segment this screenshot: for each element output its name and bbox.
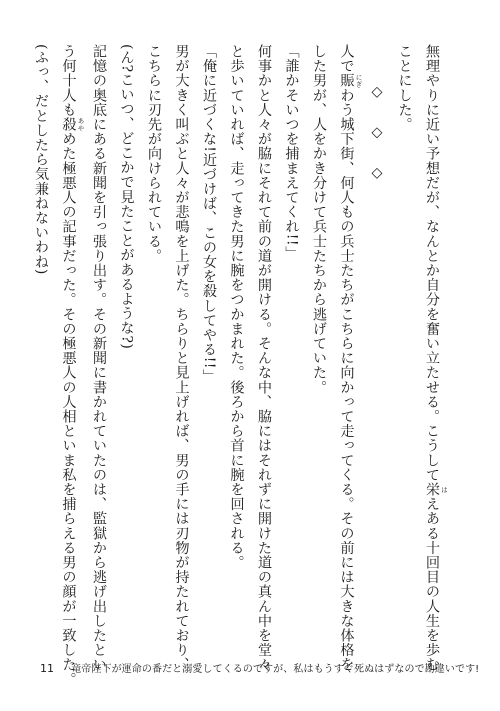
text-line: 男が大きく叫ぶと人々が悲鳴を上げた。ちらりと見上げれば、男の手には刃物が持たれており、 bbox=[173, 44, 190, 672]
scene-break-ornament: ◇ ◇ ◇ bbox=[369, 84, 385, 192]
text-line: と歩いていれば、走ってきた男に腕をつかまれた。後ろから首に腕を回される。 bbox=[228, 44, 245, 570]
ruby-annotation: 賑 にぎ bbox=[338, 73, 363, 88]
page-footer bbox=[40, 660, 479, 675]
text-line: 何事かと人々が脇にそれて前の道が開ける。そんな中、脇にはそれずに開けた道の真ん中を堂々 bbox=[256, 44, 272, 672]
text-line: (ん?こいつ、どこかで見たことがあるような?) bbox=[118, 44, 135, 350]
text-line: 記憶の奥底にある新聞を引っ張り出す。その新聞に書かれていたのは、監獄から逃げ出したとい bbox=[91, 44, 107, 672]
ruby-annotation: 殺 あや bbox=[60, 117, 85, 132]
text-line: こちらに刃先が向けられている。 bbox=[146, 44, 162, 263]
text-line: した男が、人をかき分けて兵士たちから逃げていた。 bbox=[311, 44, 327, 395]
page-number: 11 bbox=[40, 662, 54, 675]
running-title: 竜帝陛下が運命の番だと溺愛してくるのですが、私はもうすぐ死ぬはずなので勘違いです! bbox=[71, 664, 480, 675]
text-line: ことにした。 bbox=[396, 44, 413, 132]
text-line: う何十人も殺 あやめた極悪人の記事だった。その極悪人の人相といま私を捕らえる男の顔が一致した。 bbox=[60, 44, 85, 687]
text-line: 人で賑 にぎわう城下街、何人もの兵士たちがこちらに向かって走ってくる。その前には大きな体格を bbox=[338, 44, 363, 672]
text-line: (ふっ、だとしたら気兼ねないわね) bbox=[33, 44, 49, 275]
text-line: 無理やりに近い予想だが、なんとか自分を奮い立たせる。こうして栄 はえある十回目の人生を歩む bbox=[424, 44, 448, 672]
text-line: 「俺に近づくな!近づけば、この女を殺してやる!!」 bbox=[201, 44, 217, 384]
ruby-annotation: 栄 は bbox=[424, 482, 448, 497]
text-line: 「誰かそいつを捕まえてくれ!!」 bbox=[283, 44, 300, 261]
